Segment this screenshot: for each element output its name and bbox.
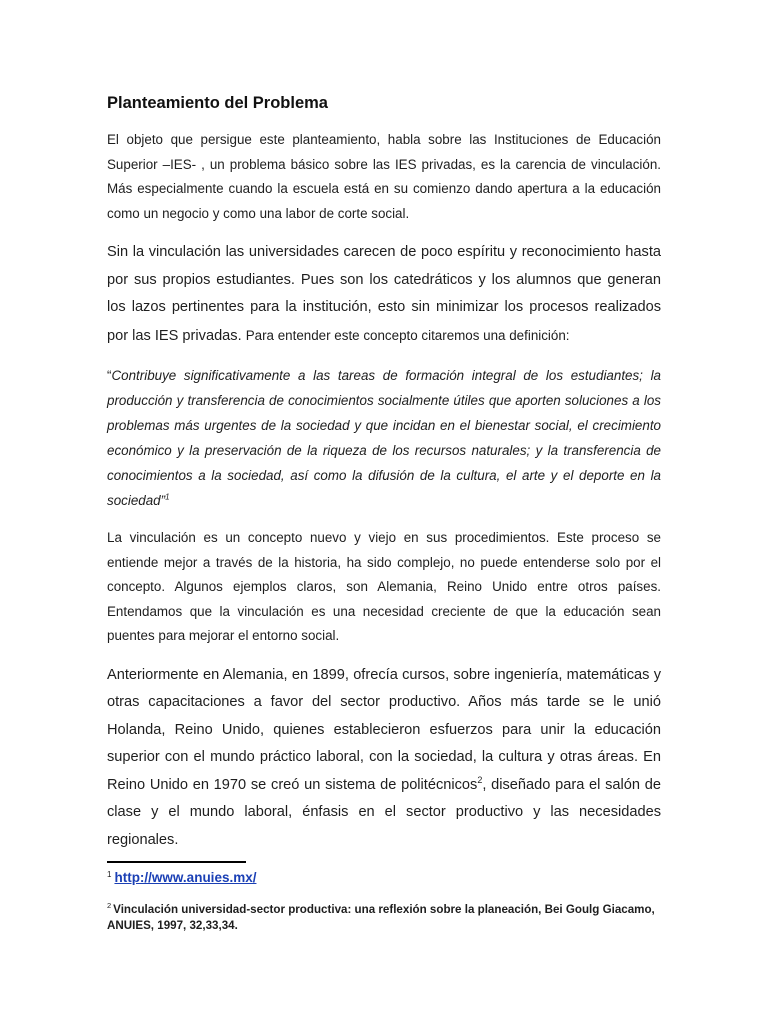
footnote-2-number: 2 [107,901,112,911]
paragraph-alemania [107,662,661,855]
paragraph-vinculacion-tail: Para entender este concepto citaremos una definición: [245,327,570,343]
quote-text: Contribuye significativamente a las tareas de formación integral de los estudiantes; la producción y transferencia de conocimientos socialmente útiles que aporten soluciones a los problemas más urgentes de la sociedad y que incidan en el bienestar social, el crecimiento económico y la preservación de la riqueza de los recursos naturales; y la transferencia de conocimientos a la sociedad, así como la difusión de la cultura, el arte y el deporte en la sociedad [107,368,661,508]
footnote-1-link[interactable]: http://www.anuies.mx/ [114,870,257,885]
footnote-ref-1[interactable]: 1 [165,492,170,502]
footnote-1 [107,868,256,888]
paragraph-intro: El objeto que persigue este planteamiento, habla sobre las Instituciones de Educación Superior –IES- , un problema básico sobre las IES privadas, es la carencia de vinculación. Más especialmente cuando la escuela está en su comienzo dando apertura a la educación como un negocio y como una labor de corte social. [107,132,661,221]
quote-open-mark: “ [107,368,112,383]
paragraph-alemania-tail: , diseñado para el salón de clase y el mundo laboral, énfasis en el sector productivo y las necesidades regionales. [107,776,661,848]
footnote-2 [107,902,667,934]
paragraph-alemania-text: Anteriormente en Alemania, en 1899, ofrecía cursos, sobre ingeniería, matemáticas y otras capacitaciones a favor del sector productivo. Años más tarde se le unió Holanda, Reino Unido, quienes establecieron esfuerzos para unir la educación superior con el mundo práctico laboral, con la sociedad, la cultura y otras áreas. En Reino Unido en 1970 se creó un sistema de politécnicos [107,666,661,793]
document-body [107,92,661,867]
footnote-ref-2[interactable]: 2 [477,774,483,785]
paragraph-history: La vinculación es un concepto nuevo y viejo en sus procedimientos. Este proceso se entiende mejor a través de la historia, ha sido complejo, no puede entenderse solo por el concepto. Algunos ejemplos claros, son Alemania, Reino Unido entre otros países. Entendamos que la vinculación es una necesidad creciente de que la educación sean puentes para mejorar el entorno social. [107,530,661,643]
quote-close-mark: ” [160,493,166,508]
footnote-2-text: Vinculación universidad-sector productiva: una reflexión sobre la planeación, Bei Goulg Giacamo, ANUIES, 1997, 32,33,34. [107,903,655,932]
page-title: Planteamiento del Problema [107,94,328,112]
paragraph-vinculacion [107,239,661,350]
quote-definition [107,363,661,513]
paragraph-vinculacion-text: Sin la vinculación las universidades carecen de poco espíritu y reconocimiento hasta por sus propios estudiantes. Pues son los catedráticos y los alumnos que generan los lazos pertinentes para la institución, esto sin minimizar los procesos realizados por las IES privadas. [107,244,661,344]
footnote-separator [107,861,246,863]
footnote-1-number: 1 [107,869,112,879]
